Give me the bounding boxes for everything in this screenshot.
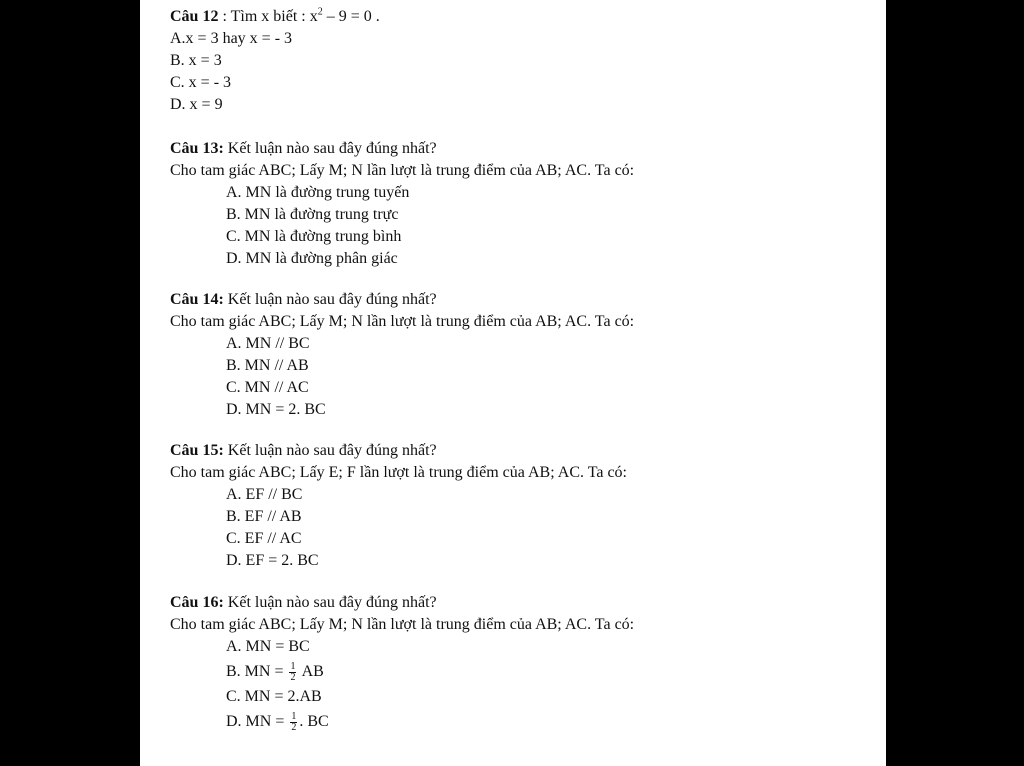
question-15-context: Cho tam giác ABC; Lấy E; F lần lượt là trung điểm của AB; AC. Ta có:	[170, 464, 627, 481]
option-c: C. EF // AC	[226, 530, 302, 547]
option-a: A. MN = BC	[226, 638, 310, 655]
option-a: A. MN // BC	[226, 335, 310, 352]
fraction-one-half: $\frac{1}{2}$	[291, 710, 297, 733]
option-b: B. MN // AB	[226, 357, 309, 374]
question-13-prompt: Câu 13: Kết luận nào sau đây đúng nhất?	[170, 140, 437, 157]
question-13-context: Cho tam giác ABC; Lấy M; N lần lượt là trung điểm của AB; AC. Ta có:	[170, 162, 635, 179]
question-label: Câu 16:	[170, 594, 224, 611]
question-label: Câu 13:	[170, 140, 224, 157]
fraction-one-half: $\frac{1}{2}$	[290, 660, 296, 683]
option-b: B. MN = $\frac{1}{2}$ AB	[226, 660, 324, 683]
option-d: D. MN là đường phân giác	[226, 250, 398, 267]
question-12	[170, 6, 380, 116]
option-b: B. EF // AB	[226, 508, 302, 525]
option-c: C. MN là đường trung bình	[226, 228, 402, 245]
option-b: B. MN là đường trung trực	[226, 206, 399, 223]
question-15-prompt: Câu 15: Kết luận nào sau đây đúng nhất?	[170, 442, 437, 459]
option-c: C. MN // AC	[226, 379, 309, 396]
option-d: D. x = 9	[170, 96, 223, 113]
option-b: B. x = 3	[170, 52, 222, 69]
question-12-stem: Câu 12 : Tìm x biết : $x^2 - 9 = 0$ .	[170, 6, 380, 25]
option-d: D. EF = 2. BC	[226, 552, 319, 569]
document-page	[140, 0, 886, 766]
option-c: C. x = - 3	[170, 74, 232, 91]
option-a: A. MN là đường trung tuyến	[226, 184, 410, 201]
option-c: C. MN = 2.AB	[226, 688, 322, 705]
question-label: Câu 12	[170, 8, 219, 25]
option-a: A. EF // BC	[226, 486, 303, 503]
question-14-prompt: Câu 14: Kết luận nào sau đây đúng nhất?	[170, 291, 437, 308]
option-d: D. MN = 2. BC	[226, 401, 326, 418]
question-16	[170, 592, 634, 736]
option-a: A.x = 3 hay x = - 3	[170, 30, 293, 47]
question-label: Câu 15:	[170, 442, 224, 459]
question-15	[170, 440, 627, 572]
question-16-prompt: Câu 16: Kết luận nào sau đây đúng nhất?	[170, 594, 437, 611]
question-14-context: Cho tam giác ABC; Lấy M; N lần lượt là trung điểm của AB; AC. Ta có:	[170, 313, 635, 330]
option-d: D. MN = $\frac{1}{2}$ . BC	[226, 710, 329, 733]
question-16-context: Cho tam giác ABC; Lấy M; N lần lượt là trung điểm của AB; AC. Ta có:	[170, 616, 635, 633]
question-14	[170, 289, 634, 421]
question-13	[170, 138, 634, 270]
question-label: Câu 14:	[170, 291, 224, 308]
